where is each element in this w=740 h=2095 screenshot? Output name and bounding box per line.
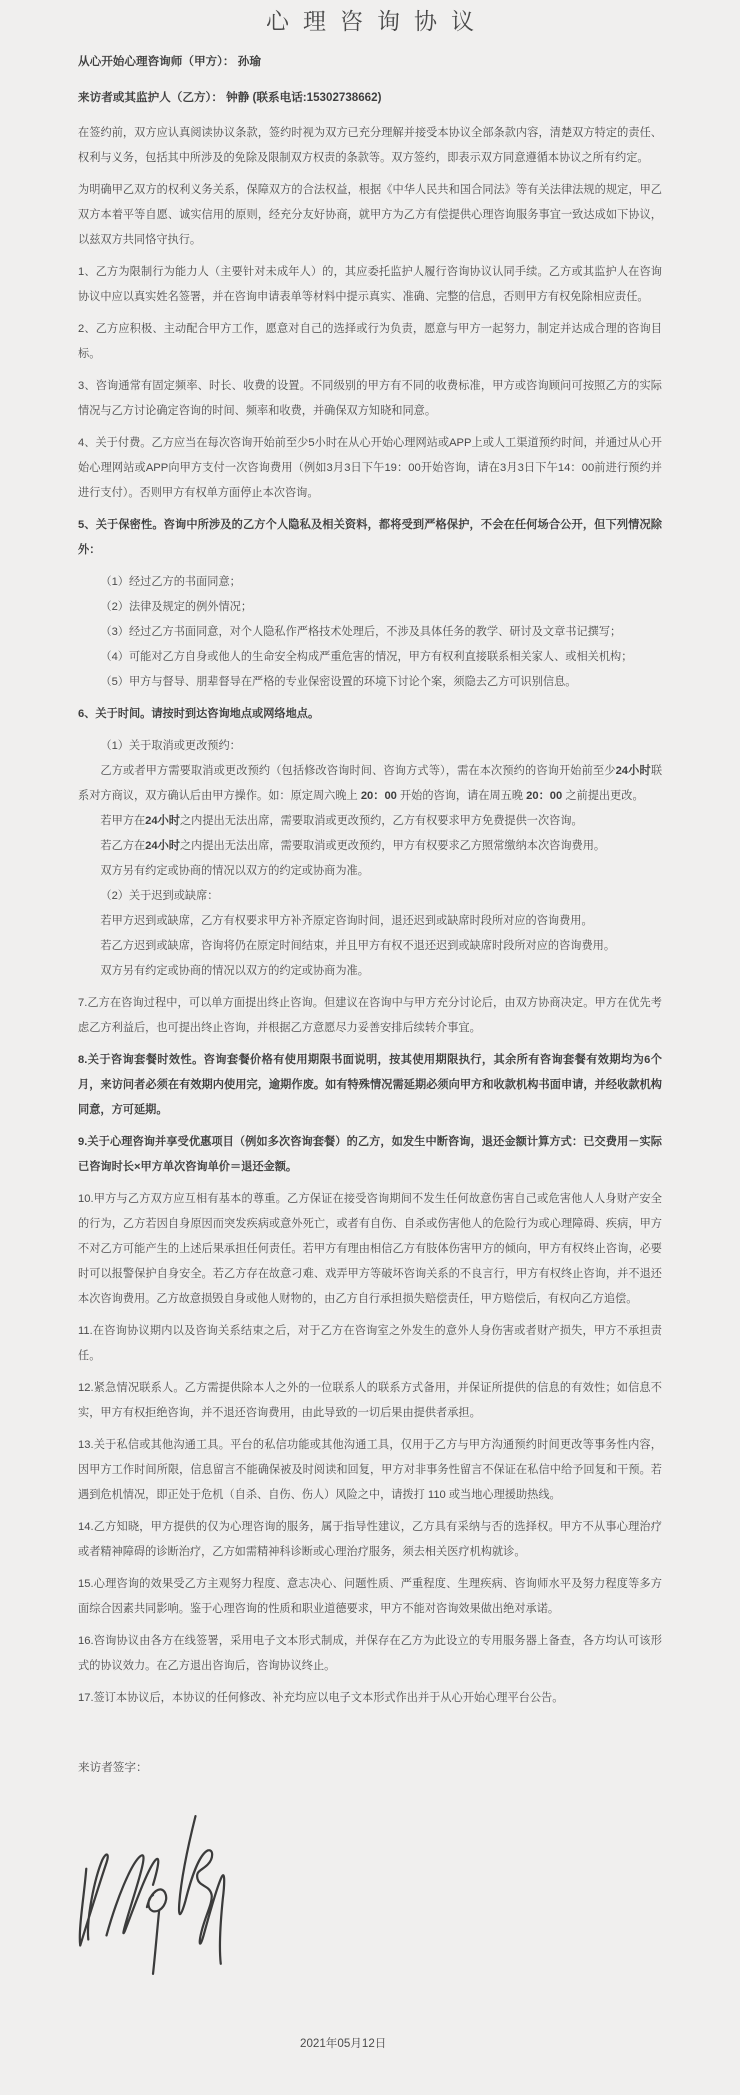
clause-paragraph: （1）关于取消或更改预约：	[100, 740, 241, 752]
clause-paragraph: （5）甲方与督导、朋辈督导在严格的专业保密设置的环境下讨论个案，须隐去乙方可识别信息。	[100, 676, 577, 688]
clause-paragraph: 8.关于咨询套餐时效性。咨询套餐价格有使用期限书面说明，按其使用期限执行，其余所有咨询套餐有效期均为6个月，来访问者必须在有效期内使用完，逾期作废。如有特殊情况需延期必须向甲方和收款机构书面申请，并经收款机构同意，方可延期。	[78, 1054, 662, 1116]
clause-paragraph: 若乙方在24小时之内提出无法出席，需要取消或更改预约，甲方有权要求乙方照常缴纳本次咨询费用。	[100, 840, 606, 852]
party-b-line: 来访者或其监护人（乙方）： 钟静 (联系电话:15302738662)	[78, 91, 382, 104]
clause-paragraph: 1、乙方为限制行为能力人（主要针对未成年人）的，其应委托监护人履行咨询协议认同手续。乙方或其监护人在咨询协议中应以真实姓名签署，并在咨询申请表单等材料中提示真实、准确、完整的信息，否则甲方有权免除相应责任。	[78, 266, 662, 303]
clause-paragraph: 14.乙方知晓，甲方提供的仅为心理咨询的服务，属于指导性建议，乙方具有采纳与否的选择权。甲方不从事心理治疗或者精神障碍的诊断治疗，乙方如需精神科诊断或心理治疗服务，须去相关医疗机构就诊。	[78, 1521, 662, 1558]
clause-paragraph: 16.咨询协议由各方在线签署，采用电子文本形式制成，并保存在乙方为此设立的专用服务器上备查，各方均认可该形式的协议效力。在乙方退出咨询后，咨询协议终止。	[78, 1635, 662, 1672]
clause-paragraph: 若乙方迟到或缺席，咨询将仍在原定时间结束，并且甲方有权不退还迟到或缺席时段所对应的咨询费用。	[100, 940, 616, 952]
clause-paragraph: 11.在咨询协议期内以及咨询关系结束之后，对于乙方在咨询室之外发生的意外人身伤害或者财产损失，甲方不承担责任。	[78, 1325, 662, 1362]
clause-paragraph: 双方另有约定或协商的情况以双方的约定或协商为准。	[100, 965, 369, 977]
clause-paragraph: 13.关于私信或其他沟通工具。平台的私信功能或其他沟通工具，仅用于乙方与甲方沟通预约时间更改等事务性内容，因甲方工作时间所限，信息留言不能确保被及时阅读和回复，甲方对非事务性留言不保证在私信中给予回复和干预。若遇到危机情况，即正处于危机（自杀、自伤、伤人）风险之中，请拨打 110 或当地心理援助热线。	[78, 1439, 662, 1501]
clause-paragraph: 若甲方在24小时之内提出无法出席，需要取消或更改预约，乙方有权要求甲方免费提供一次咨询。	[100, 815, 583, 827]
clause-paragraph: 12.紧急情况联系人。乙方需提供除本人之外的一位联系人的联系方式备用，并保证所提供的信息的有效性；如信息不实，甲方有权拒绝咨询，并不退还咨询费用，由此导致的一切后果由提供者承担。	[78, 1382, 662, 1419]
signature-date: 2021年05月12日	[300, 2037, 387, 2050]
clause-paragraph: 10.甲方与乙方双方应互相有基本的尊重。乙方保证在接受咨询期间不发生任何故意伤害自己或危害他人人身财产安全的行为，乙方若因自身原因而突发疾病或意外死亡，或者有自伤、自杀或伤害他人的危险行为或心理障碍、疾病，甲方不对乙方可能产生的上述后果承担任何责任。若甲方有理由相信乙方有肢体伤害甲方的倾向，甲方有权终止咨询，必要时可以报警保护自身安全。若乙方存在故意刁难、戏弄甲方等破坏咨询关系的不良言行，甲方有权终止咨询，并不退还本次咨询费用。乙方故意损毁自身或他人财物的，由乙方自行承担损失赔偿责任，甲方赔偿后，有权向乙方追偿。	[78, 1193, 662, 1305]
clause-paragraph: 5、关于保密性。咨询中所涉及的乙方个人隐私及相关资料，都将受到严格保护，不会在任何场合公开，但下列情况除外：	[78, 519, 662, 556]
clause-paragraph: （2）关于迟到或缺席：	[100, 890, 219, 902]
party-a-line: 从心开始心理咨询师（甲方）： 孙瑜	[78, 55, 261, 68]
clause-paragraph: 若甲方迟到或缺席，乙方有权要求甲方补齐原定咨询时间，退还迟到或缺席时段所对应的咨询费用。	[100, 915, 593, 927]
page-title: 心理咨询协议	[266, 8, 488, 34]
clause-paragraph: 6、关于时间。请按时到达咨询地点或网络地点。	[78, 708, 320, 720]
clause-paragraph: 乙方或者甲方需要取消或更改预约（包括修改咨询时间、咨询方式等），需在本次预约的咨询开始前至少24小时联系对方商议，双方确认后由甲方操作。如：原定周六晚上 20：00 开始的咨询，请在周五晚 20：00 之前提出更改。	[78, 765, 663, 802]
clause-paragraph: 4、关于付费。乙方应当在每次咨询开始前至少5小时在从心开始心理网站或APP上或人工渠道预约时间，并通过从心开始心理网站或APP向甲方支付一次咨询费用（例如3月3日下午19：00开始咨询，请在3月3日下午14：00前进行预约并进行支付）。否则甲方有权单方面停止本次咨询。	[78, 437, 662, 499]
clause-paragraph: 2、乙方应积极、主动配合甲方工作，愿意对自己的选择或行为负责，愿意与甲方一起努力，制定并达成合理的咨询目标。	[78, 323, 662, 360]
clause-paragraph: 15.心理咨询的效果受乙方主观努力程度、意志决心、问题性质、严重程度、生理疾病、咨询师水平及努力程度等多方面综合因素共同影响。鉴于心理咨询的性质和职业道德要求，甲方不能对咨询效果做出绝对承诺。	[78, 1578, 662, 1615]
visitor-signature-image	[72, 1806, 232, 1988]
signature-scribble	[72, 1806, 232, 1988]
clause-paragraph: （3）经过乙方书面同意，对个人隐私作严格技术处理后，不涉及具体任务的教学、研讨及文章书记撰写；	[100, 626, 622, 638]
clause-paragraph: （4）可能对乙方自身或他人的生命安全构成严重危害的情况，甲方有权利直接联系相关家人、或相关机构；	[100, 651, 633, 663]
clause-paragraph: （2）法律及规定的例外情况；	[100, 601, 253, 613]
clause-paragraph: 双方另有约定或协商的情况以双方的约定或协商为准。	[100, 865, 369, 877]
clause-paragraph: 为明确甲乙双方的权利义务关系，保障双方的合法权益，根据《中华人民共和国合同法》等有关法律法规的规定，甲乙双方本着平等自愿、诚实信用的原则，经充分友好协商，就甲方为乙方有偿提供心理咨询服务事宜一致达成如下协议，以兹双方共同恪守执行。	[78, 184, 662, 246]
signature-label: 来访者签字：	[78, 1761, 148, 1774]
clause-paragraph: 17.签订本协议后，本协议的任何修改、补充均应以电子文本形式作出并于从心开始心理平台公告。	[78, 1692, 564, 1704]
clause-paragraph: 3、咨询通常有固定频率、时长、收费的设置。不同级别的甲方有不同的收费标准，甲方或咨询顾问可按照乙方的实际情况与乙方讨论确定咨询的时间、频率和收费，并确保双方知晓和同意。	[78, 380, 662, 417]
clause-paragraph: （1）经过乙方的书面同意；	[100, 576, 241, 588]
clause-paragraph: 在签约前，双方应认真阅读协议条款，签约时视为双方已充分理解并接受本协议全部条款内容，清楚双方特定的责任、权利与义务，包括其中所涉及的免除及限制双方权责的条款等。双方签约，即表示双方同意遵循本协议之所有约定。	[78, 127, 662, 164]
clause-paragraph: 9.关于心理咨询并享受优惠项目（例如多次咨询套餐）的乙方，如发生中断咨询，退还金额计算方式：已交费用－实际已咨询时长×甲方单次咨询单价＝退还金额。	[78, 1136, 662, 1173]
document-body	[78, 121, 662, 1711]
clause-paragraph: 7.乙方在咨询过程中，可以单方面提出终止咨询。但建议在咨询中与甲方充分讨论后，由双方协商决定。甲方在优先考虑乙方利益后，也可提出终止咨询，并根据乙方意愿尽力妥善安排后续转介事宜。	[78, 997, 662, 1034]
